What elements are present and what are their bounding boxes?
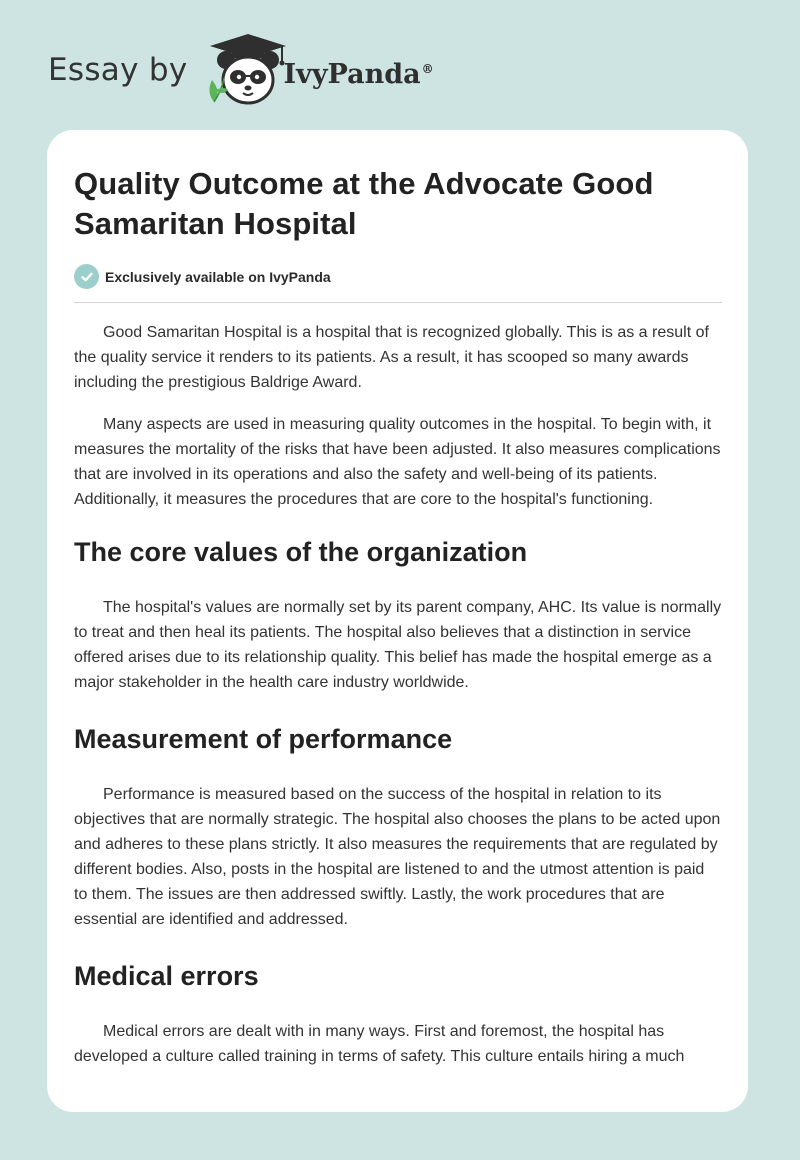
section-heading: Medical errors [74, 961, 259, 991]
exclusive-badge-label: Exclusively available on IvyPanda [105, 268, 331, 285]
section-heading: The core values of the organization [74, 537, 528, 567]
panda-graduate-icon [202, 32, 294, 108]
divider [74, 302, 722, 303]
paragraph: Performance is measured based on the success of the hospital in relation to its objectives that are normally strategic. The hospital also chooses the plans to be acted upon and adheres to these plans strictly. It also measures the requirements that are regulated by different bodies. Also, posts in the hospital are listened to and the utmost attention is paid to them. The issues are then addressed swiftly. Lastly, the work procedures that are essential are identified and addressed. [74, 786, 721, 928]
paragraph: The hospital's values are normally set by its parent company, AHC. Its value is normally to treat and then heal its patients. The hospital also believes that a distinction in service offered arises due to its relationship quality. This belief has made the hospital emerge as a major stakeholder in the health care industry worldwide. [74, 599, 722, 691]
site-header [48, 30, 548, 110]
paragraph: Many aspects are used in measuring quality outcomes in the hospital. To begin with, it measures the mortality of the risks that have been adjusted. It also measures complications that are involved in its operations and also the safety and well-being of its patients. Additionally, it measures the procedures that are core to the hospital's functioning. [74, 416, 721, 508]
essay-title: Quality Outcome at the Advocate Good Samaritan Hospital [74, 166, 654, 241]
paragraph: Medical errors are dealt with in many ways. First and foremost, the hospital has developed a culture called training in terms of safety. This culture entails hiring a much [74, 1023, 685, 1065]
brand-logo-text[interactable]: IvyPanda® [283, 58, 434, 90]
paragraph: Good Samaritan Hospital is a hospital that is recognized globally. This is as a result of the quality service it renders to its patients. As a result, it has scooped so many awards including the prestigious Baldrige Award. [74, 324, 709, 391]
essay-card [47, 130, 748, 1112]
check-icon [74, 264, 99, 289]
section-heading: Measurement of performance [74, 724, 453, 754]
essay-by-label: Essay by [48, 52, 188, 88]
exclusive-badge [74, 264, 722, 289]
